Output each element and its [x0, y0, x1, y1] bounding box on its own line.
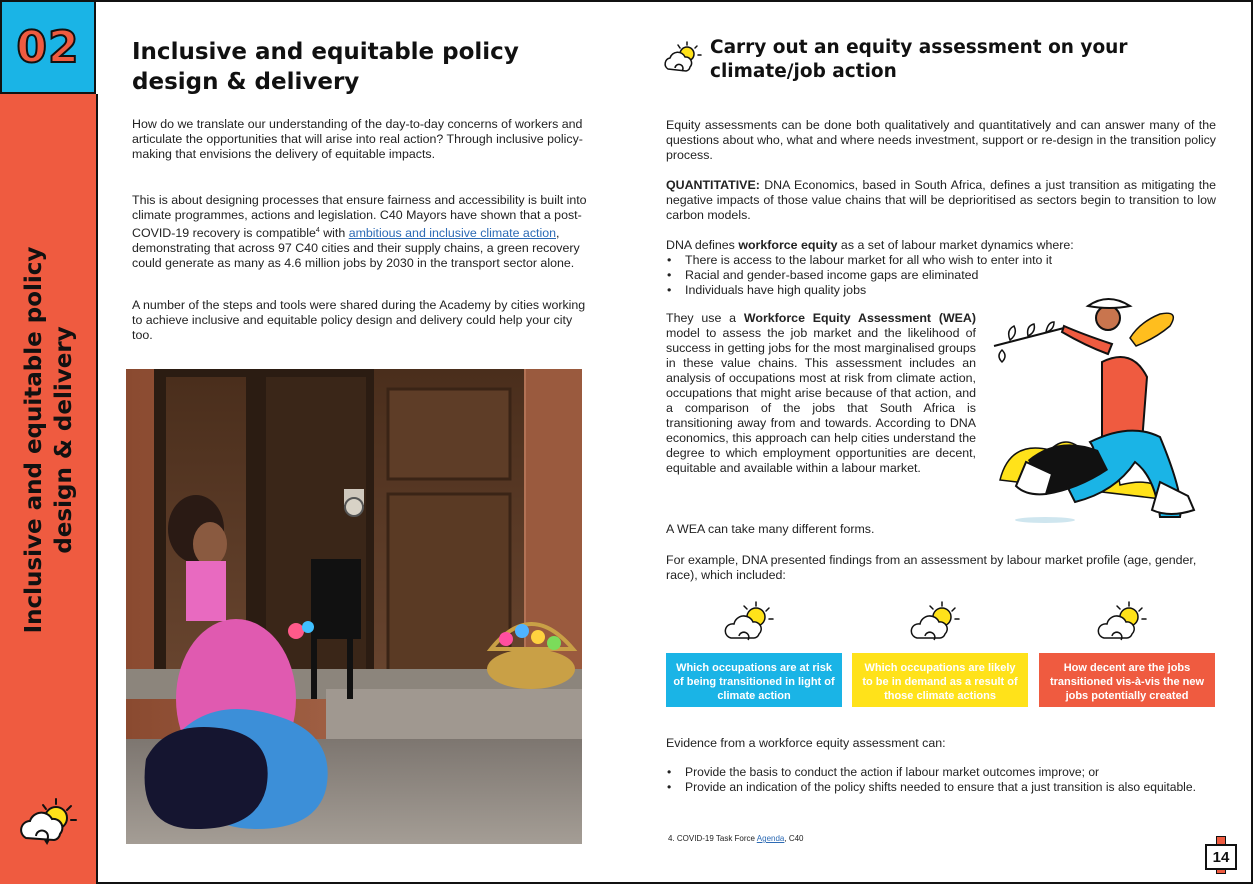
right-paragraph-1: Equity assessments can be done both qualitatively and quantitatively and can answer many of the questions about who, what and where needs investment, support or re-design in the transition policy process.: [666, 118, 1216, 162]
vertical-title-line2: design & delivery: [51, 326, 77, 554]
sun-cloud-icon: [722, 600, 778, 648]
quantitative-text: DNA Economics, based in South Africa, defines a just transition as mitigating the negative impacts of those value chains that will be deprioritised as sectors begin to transition to low carbon models.: [666, 178, 1216, 222]
sun-cloud-icon: [662, 40, 704, 78]
sun-cloud-icon: [16, 796, 82, 850]
quantitative-label: QUANTITATIVE:: [666, 178, 760, 192]
left-paragraph-3: A number of the steps and tools were shared during the Academy by cities working to achieve inclusive and equitable policy design and delivery could help your city too.: [132, 298, 586, 342]
workforce-equity-term: workforce equity: [738, 238, 838, 252]
climate-action-link[interactable]: ambitious and inclusive climate action: [348, 226, 556, 241]
evidence-list: [666, 765, 1222, 795]
quantitative-paragraph: [666, 178, 1216, 223]
dna-definition: [666, 238, 1216, 253]
vertical-title-line1: Inclusive and equitable policy: [21, 246, 47, 634]
assessment-card-in-demand: [852, 600, 1028, 708]
left-title: Inclusive and equitable policy design & delivery: [132, 39, 519, 95]
left-p2-after: , demonstrating that across 97 C40 cities and their supply chains, a green recovery could generate as many as 4.6 million jobs by 2030 in the transport sector alone.: [132, 226, 580, 271]
assessment-card-at-risk: [666, 600, 842, 708]
list-item: • Racial and gender-based income gaps are eliminated: [666, 268, 1216, 283]
footnote-prefix: 4. COVID-19 Task Force: [668, 834, 757, 843]
footnote-ref-4: 4: [315, 227, 320, 234]
right-title: Carry out an equity assessment on your climate/job action: [710, 37, 1128, 82]
sun-cloud-icon: [1095, 600, 1151, 648]
evidence-paragraph: Evidence from a workforce equity assessment can:: [666, 736, 946, 750]
section-number-box: [0, 0, 96, 94]
wea-forms-paragraph: A WEA can take many different forms.: [666, 522, 875, 536]
left-p2-before: This is about designing processes that ensure fairness and accessibility is built into climate programmes, actions and legislation. C40 Mayors have shown that a post-COVID-19 recovery is compatible: [132, 193, 587, 241]
page-number-sign: [1205, 836, 1237, 874]
left-p2-mid: with: [319, 226, 349, 241]
wea-before: They use a: [666, 311, 744, 325]
section-number: 02: [16, 21, 80, 73]
sun-cloud-icon: [908, 600, 964, 648]
wea-after: model to assess the job market and the likelihood of success in getting jobs for the most marginalised groups in these value chains. This assessment includes an analysis of occupations most at risk from climate action, occupations that might arise because of that action, and a comparison of the jobs that South Africa is transitioning away from and towards. According to DNA economics, this approach can help cities understand the degree to which employment opportunities are decent, equitable and available within a labour market.: [666, 326, 976, 475]
agenda-link[interactable]: Agenda: [756, 834, 785, 843]
side-band: [0, 0, 98, 884]
wea-term: Workforce Equity Assessment (WEA): [743, 311, 977, 325]
assessment-card-decent-jobs: [1039, 600, 1215, 708]
vertical-section-title: [19, 190, 79, 690]
left-paragraph-1: How do we translate our understanding of the day-to-day concerns of workers and articulate the opportunities that will arise into real action? Through inclusive policy-making that envisions the delivery of equitable impacts.: [132, 117, 583, 161]
card-label: Which occupations are at risk of being transitioned in light of climate action: [666, 653, 842, 707]
card-label: How decent are the jobs transitioned vis-à-vis the new jobs potentially created: [1039, 653, 1215, 707]
list-item: • There is access to the labour market for all who wish to enter into it: [666, 253, 1216, 268]
list-item: • Individuals have high quality jobs: [666, 283, 1216, 298]
assessment-cards: [666, 600, 1215, 708]
list-item: • Provide the basis to conduct the action if labour market outcomes improve; or: [666, 765, 1222, 780]
wea-paragraph: [666, 311, 976, 476]
example-paragraph: For example, DNA presented findings from an assessment by labour market profile (age, gender, race), which included:: [666, 553, 1197, 582]
page-number: 14: [1205, 844, 1237, 870]
dna-after: as a set of labour market dynamics where:: [837, 238, 1074, 252]
footnote: [668, 834, 804, 843]
left-paragraph-2: [132, 193, 590, 271]
list-item: • Provide an indication of the policy shifts needed to ensure that a just transition is also equitable.: [666, 780, 1222, 795]
dna-before: DNA defines: [666, 238, 739, 252]
footnote-suffix: , C40: [784, 834, 804, 843]
street-vendor-photo: [126, 369, 582, 844]
card-label: Which occupations are likely to be in demand as a result of those climate actions: [852, 653, 1028, 707]
worker-illustration: [990, 292, 1212, 528]
